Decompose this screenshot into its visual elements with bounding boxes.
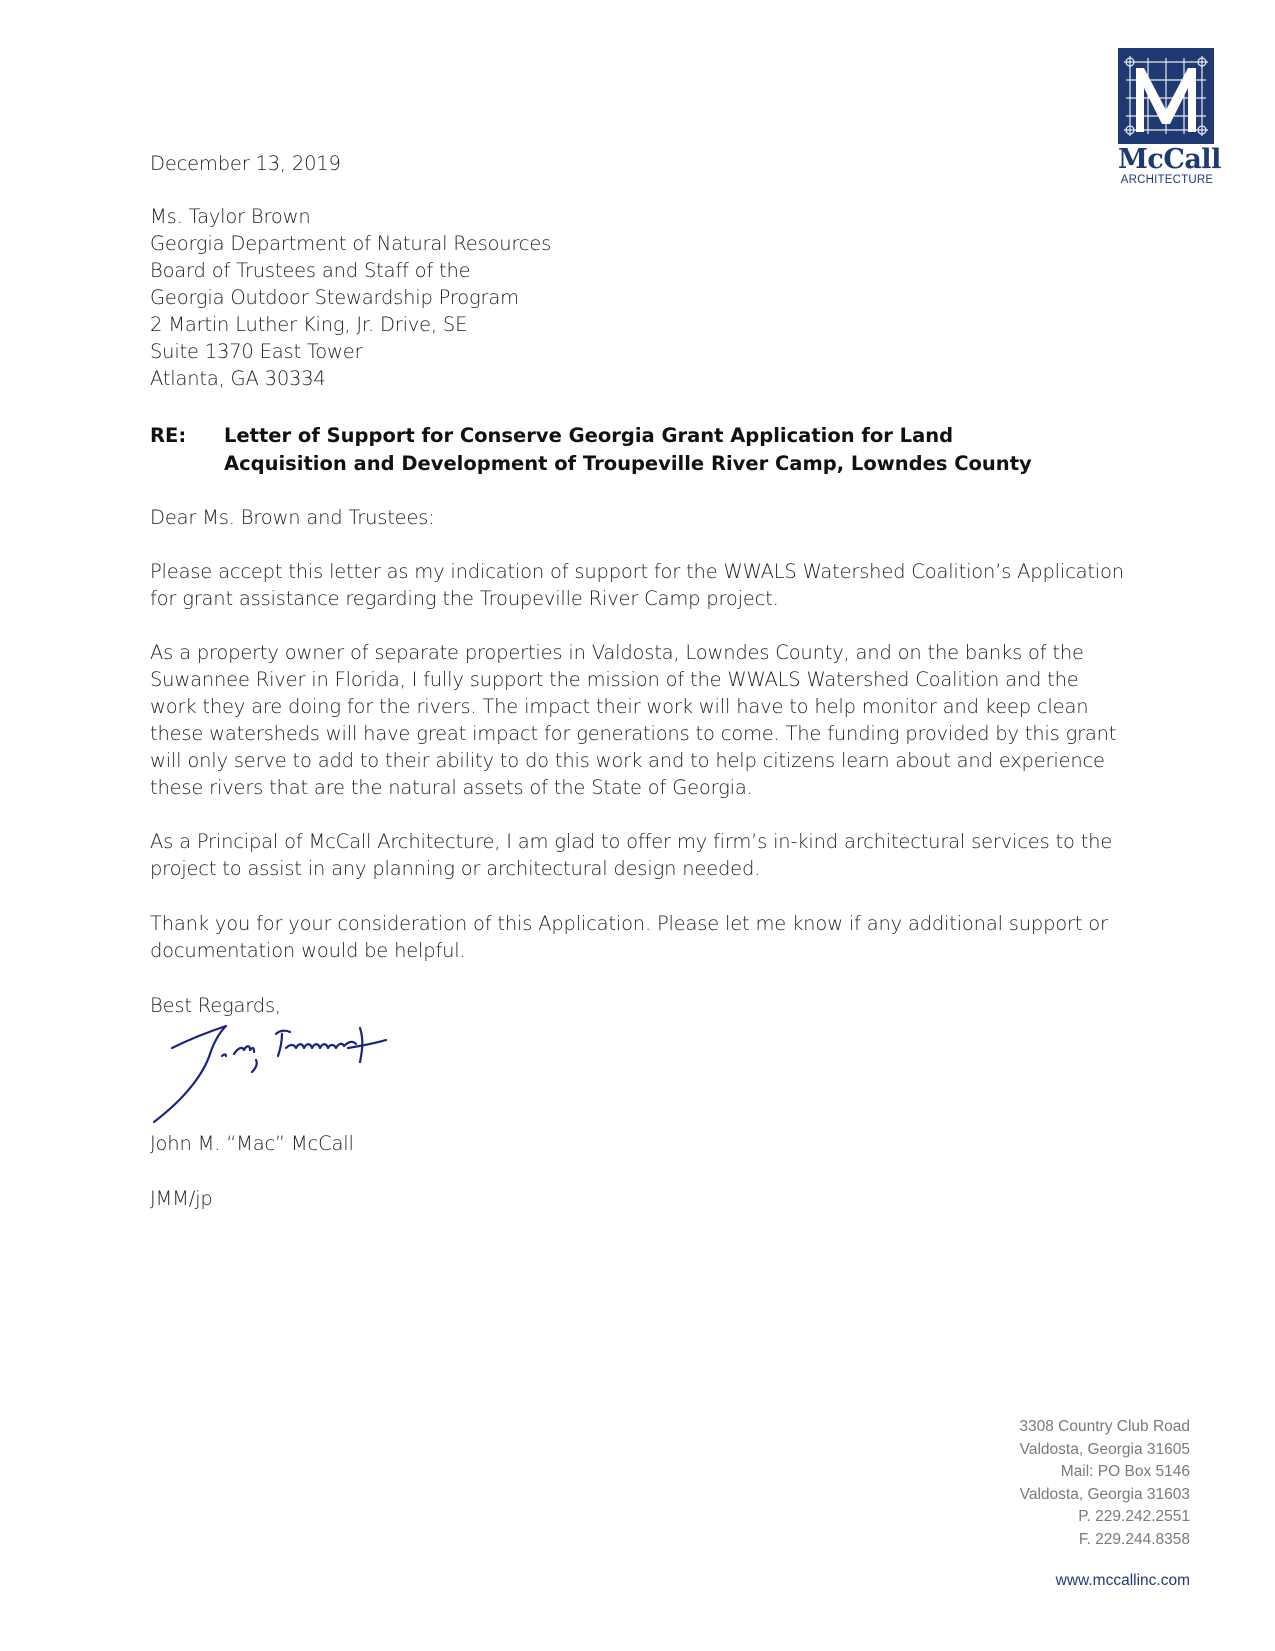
footer-line: Valdosta, Georgia 31603 (1019, 1485, 1190, 1503)
footer-line: Valdosta, Georgia 31605 (1019, 1440, 1190, 1458)
recipient-address (150, 203, 551, 392)
footer-line: 3308 Country Club Road (1019, 1418, 1190, 1435)
logo-subtitle: ARCHITECTURE (1120, 174, 1214, 186)
footer-address (1019, 1416, 1190, 1551)
paragraph-line: these rivers that are the natural assets of the State of Georgia. (150, 776, 753, 799)
handwritten-signature (148, 1018, 418, 1128)
reference-initials: JMM/jp (150, 1187, 213, 1210)
paragraph-line: Please accept this letter as my indication of support for the WWALS Watershed Coalition’s Application (150, 560, 1124, 583)
body-paragraph-4 (150, 910, 1130, 964)
subject-text (224, 422, 1104, 478)
body-paragraph-3 (150, 828, 1130, 882)
subject-line: Acquisition and Development of Troupeville River Camp, Lowndes County (224, 452, 1032, 475)
paragraph-line: work they are doing for the rivers. The impact their work will have to help monitor and keep clean (150, 695, 1089, 718)
paragraph-line: these watersheds will have great impact for generations to come. The funding provided by this grant (150, 722, 1117, 745)
logo-mark (1118, 48, 1214, 144)
footer-line: F. 229.244.8358 (1078, 1530, 1190, 1548)
address-line: Georgia Outdoor Stewardship Program (150, 286, 519, 309)
address-line: Board of Trustees and Staff of the (150, 259, 471, 282)
address-line: Suite 1370 East Tower (150, 340, 363, 363)
address-line: Atlanta, GA 30334 (150, 367, 326, 390)
paragraph-line: will only serve to add to their ability to do this work and to help citizens learn about and experience (150, 749, 1105, 772)
logo-m-grid-icon (1118, 48, 1214, 144)
subject-label: RE: (150, 424, 187, 447)
paragraph-line: As a property owner of separate properties in Valdosta, Lowndes County, and on the banks of the (150, 641, 1084, 664)
address-line: 2 Martin Luther King, Jr. Drive, SE (150, 313, 468, 336)
signer-name: John M. “Mac” McCall (150, 1132, 354, 1155)
letter-date: December 13, 2019 (150, 152, 341, 175)
paragraph-line: documentation would be helpful. (150, 939, 466, 962)
paragraph-line: As a Principal of McCall Architecture, I am glad to offer my firm’s in-kind architectural services to the (150, 830, 1113, 853)
body-paragraph-2 (150, 639, 1130, 801)
company-logo (1118, 48, 1221, 187)
body-paragraph-1 (150, 558, 1130, 612)
address-line: Georgia Department of Natural Resources (150, 232, 552, 255)
website-link[interactable]: www.mccallinc.com (1055, 1572, 1190, 1589)
paragraph-line: project to assist in any planning or architectural design needed. (150, 857, 761, 880)
salutation: Dear Ms. Brown and Trustees: (150, 506, 435, 529)
paragraph-line: for grant assistance regarding the Troupeville River Camp project. (150, 587, 779, 610)
closing: Best Regards, (150, 994, 281, 1017)
paragraph-line: Thank you for your consideration of this Application. Please let me know if any additional support or (150, 912, 1108, 935)
footer-line: P. 229.242.2551 (1078, 1508, 1190, 1525)
footer-line: Mail: PO Box 5146 (1060, 1463, 1190, 1480)
paragraph-line: Suwannee River in Florida, I fully support the mission of the WWALS Watershed Coalition and the (150, 668, 1079, 691)
subject-line: Letter of Support for Conserve Georgia Grant Application for Land (224, 424, 954, 447)
logo-name: McCall (1118, 144, 1221, 175)
address-line: Ms. Taylor Brown (150, 205, 311, 228)
